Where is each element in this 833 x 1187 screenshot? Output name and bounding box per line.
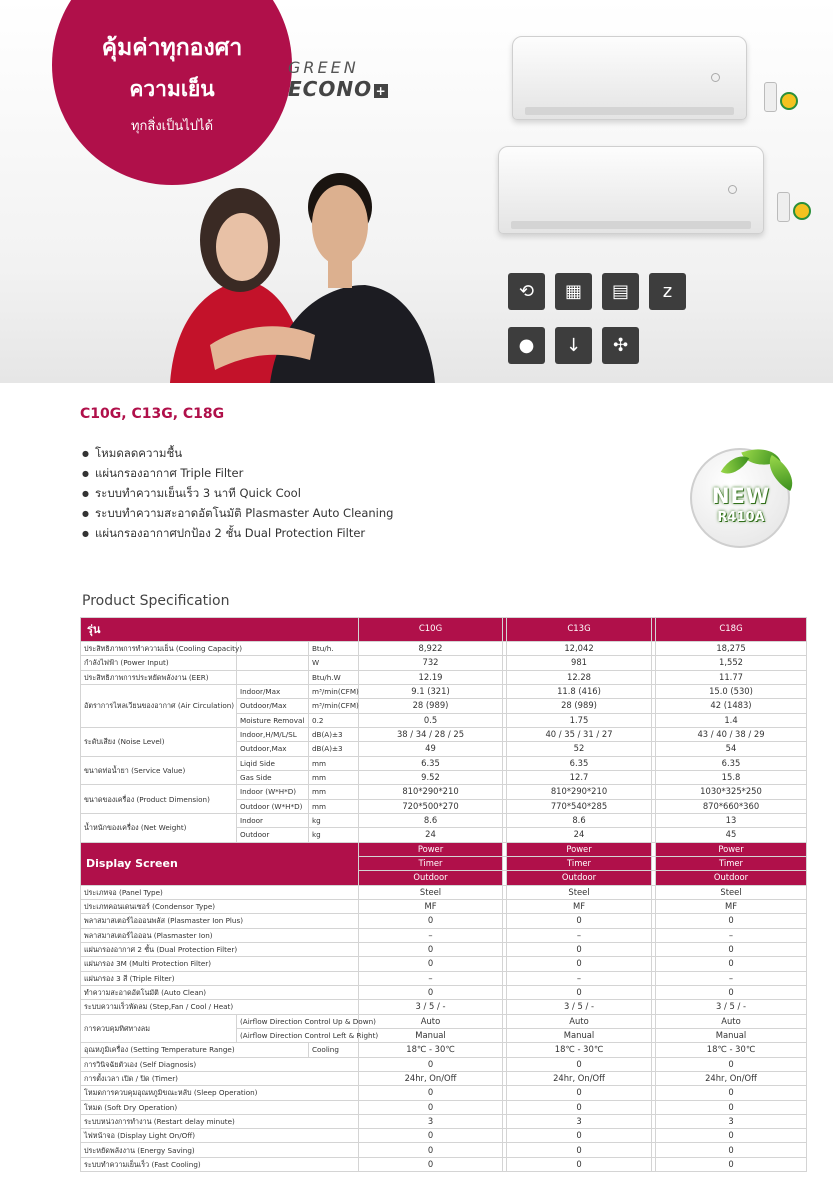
- table-cell: Steel: [359, 885, 503, 899]
- table-cell: 1030*325*250: [656, 785, 807, 799]
- table-cell: (Airflow Direction Control Left & Right): [237, 1028, 359, 1042]
- table-cell: 18℃ - 30℃: [359, 1043, 503, 1057]
- table-cell: 981: [507, 656, 652, 670]
- table-cell: 0: [656, 957, 807, 971]
- table-cell: 9.52: [359, 770, 503, 784]
- table-cell: 18,275: [656, 642, 807, 656]
- table-cell: 12,042: [507, 642, 652, 656]
- spec-title: Product Specification: [82, 593, 230, 609]
- table-cell: 810*290*210: [359, 785, 503, 799]
- table-cell: 0: [656, 914, 807, 928]
- table-cell: 12.19: [359, 670, 503, 684]
- table-cell: แผ่นกรอง 3M (Multi Protection Filter): [81, 957, 359, 971]
- brand-econo: ECONO: [288, 77, 373, 101]
- table-cell: 0: [359, 1086, 503, 1100]
- table-cell: dB(A)±3: [309, 727, 359, 741]
- table-cell: 0: [359, 914, 503, 928]
- table-cell: 0: [656, 1129, 807, 1143]
- table-cell: การควบคุมทิศทางลม: [81, 1014, 237, 1043]
- table-cell: ระบบความเร็วพัดลม (Step,Fan / Cool / Heat): [81, 1000, 359, 1014]
- table-cell: 24: [507, 828, 652, 842]
- table-cell: Indoor/Max: [237, 684, 309, 698]
- table-cell: MF: [507, 899, 652, 913]
- table-cell: 810*290*210: [507, 785, 652, 799]
- table-row: [81, 985, 807, 999]
- table-row: [81, 684, 807, 698]
- table-cell: Outdoor,Max: [237, 742, 309, 756]
- table-cell: Power: [656, 842, 807, 856]
- table-cell: 13: [656, 813, 807, 827]
- table-cell: 0: [507, 985, 652, 999]
- table-cell: Manual: [507, 1028, 652, 1042]
- table-cell: ขนาดของเครื่อง (Product Dimension): [81, 785, 237, 814]
- feature-item: ● ระบบทำความสะอาดอัตโนมัติ Plasmaster Auto Cleaning: [82, 503, 393, 523]
- table-cell: 1,552: [656, 656, 807, 670]
- table-cell: mm: [309, 770, 359, 784]
- table-row: [81, 942, 807, 956]
- table-cell: Moisture Removal: [237, 713, 309, 727]
- table-cell: 0: [359, 957, 503, 971]
- dehumidify-icon: ●: [508, 327, 545, 364]
- table-cell: 0.5: [359, 713, 503, 727]
- table-cell: Btu/h.: [309, 642, 359, 656]
- table-cell: ประสิทธิภาพการประหยัดพลังงาน (EER): [81, 670, 237, 684]
- table-cell: 24hr, On/Off: [507, 1071, 652, 1085]
- table-cell: –: [359, 971, 503, 985]
- table-cell: 24: [359, 828, 503, 842]
- table-row: [81, 1114, 807, 1128]
- lg-logo-icon: [728, 185, 737, 194]
- table-cell: [237, 656, 309, 670]
- table-cell: 12.7: [507, 770, 652, 784]
- table-cell: Timer: [507, 856, 652, 870]
- energy-label-icon: [780, 92, 798, 110]
- display-row: [81, 842, 807, 856]
- table-cell: การตั้งเวลา เปิด / ปิด (Timer): [81, 1071, 359, 1085]
- table-cell: –: [507, 928, 652, 942]
- table-cell: 52: [507, 742, 652, 756]
- table-cell: mm: [309, 756, 359, 770]
- ac-unit-small: [512, 36, 747, 120]
- model-c13g: C13G: [507, 618, 652, 642]
- table-row: [81, 928, 807, 942]
- table-cell: ประเภทคอนเดนเซอร์ (Condensor Type): [81, 899, 359, 913]
- table-cell: 6.35: [359, 756, 503, 770]
- table-cell: 28 (989): [359, 699, 503, 713]
- table-cell: mm: [309, 799, 359, 813]
- airflow-icon: ✣: [602, 327, 639, 364]
- table-cell: การวินิจฉัยตัวเอง (Self Diagnosis): [81, 1057, 359, 1071]
- table-cell: Auto: [656, 1014, 807, 1028]
- table-cell: 0: [359, 942, 503, 956]
- table-row: [81, 1043, 807, 1057]
- table-cell: 0: [656, 942, 807, 956]
- table-cell: 18℃ - 30℃: [656, 1043, 807, 1057]
- table-cell: 0.2: [309, 713, 359, 727]
- table-cell: 0: [507, 957, 652, 971]
- table-cell: Steel: [656, 885, 807, 899]
- table-cell: –: [656, 928, 807, 942]
- table-row: [81, 971, 807, 985]
- table-cell: Outdoor: [237, 828, 309, 842]
- table-cell: kg: [309, 813, 359, 827]
- table-cell: 15.0 (530): [656, 684, 807, 698]
- table-cell: น้ำหนักของเครื่อง (Net Weight): [81, 813, 237, 842]
- table-cell: 3 / 5 / -: [656, 1000, 807, 1014]
- table-cell: 38 / 34 / 28 / 25: [359, 727, 503, 741]
- table-row: [81, 1157, 807, 1171]
- table-cell: 8.6: [359, 813, 503, 827]
- table-cell: Outdoor: [656, 871, 807, 885]
- table-cell: 3: [656, 1114, 807, 1128]
- table-cell: –: [507, 971, 652, 985]
- table-cell: อุณหภูมิเครื่อง (Setting Temperature Range): [81, 1043, 309, 1057]
- table-cell: 770*540*285: [507, 799, 652, 813]
- table-row: [81, 785, 807, 799]
- table-cell: ประเภทจอ (Panel Type): [81, 885, 359, 899]
- table-cell: พลาสมาสเตอร์ไอออนพลัส (Plasmaster Ion Plus): [81, 914, 359, 928]
- table-cell: Timer: [656, 856, 807, 870]
- table-cell: MF: [359, 899, 503, 913]
- table-cell: [237, 642, 309, 656]
- table-row: [81, 813, 807, 827]
- table-cell: Cooling: [309, 1043, 359, 1057]
- promo-tagline: ทุกสิ่งเป็นไปได้: [130, 119, 214, 134]
- table-row: [81, 727, 807, 741]
- table-cell: 9.1 (321): [359, 684, 503, 698]
- table-cell: อัตราการไหลเวียนของอากาศ (Air Circulation): [81, 684, 237, 727]
- table-row: [81, 1129, 807, 1143]
- table-cell: 18℃ - 30℃: [507, 1043, 652, 1057]
- badge-new: NEW: [711, 484, 771, 508]
- table-cell: (Airflow Direction Control Up & Down): [237, 1014, 359, 1028]
- remote-icon: [764, 82, 777, 112]
- table-cell: Btu/h.W: [309, 670, 359, 684]
- ac-unit-large: [498, 146, 764, 234]
- table-cell: 0: [507, 942, 652, 956]
- table-cell: 24hr, On/Off: [656, 1071, 807, 1085]
- promo-subheadline: ความเย็น: [129, 77, 215, 101]
- table-cell: [237, 670, 309, 684]
- table-cell: 6.35: [656, 756, 807, 770]
- table-cell: ขนาดท่อน้ำยา (Service Value): [81, 756, 237, 785]
- table-cell: Manual: [359, 1028, 503, 1042]
- table-cell: Indoor,H/M/L/SL: [237, 727, 309, 741]
- brand-logo: [288, 58, 418, 101]
- brand-green: GREEN: [288, 58, 359, 77]
- table-cell: 0: [656, 1157, 807, 1171]
- table-cell: 0: [507, 914, 652, 928]
- table-cell: 54: [656, 742, 807, 756]
- table-cell: Indoor: [237, 813, 309, 827]
- table-row: [81, 1143, 807, 1157]
- table-cell: Gas Side: [237, 770, 309, 784]
- table-cell: 40 / 35 / 31 / 27: [507, 727, 652, 741]
- table-cell: 0: [507, 1100, 652, 1114]
- table-cell: 720*500*270: [359, 799, 503, 813]
- table-cell: 0: [507, 1057, 652, 1071]
- table-cell: แผ่นกรอง 3 สี (Triple Filter): [81, 971, 359, 985]
- table-cell: 0: [507, 1143, 652, 1157]
- table-cell: ไฟหน้าจอ (Display Light On/Off): [81, 1129, 359, 1143]
- feature-item: ● โหมดลดความชื้น: [82, 443, 393, 463]
- table-cell: W: [309, 656, 359, 670]
- table-cell: 0: [359, 1157, 503, 1171]
- table-cell: kg: [309, 828, 359, 842]
- table-cell: 0: [656, 1057, 807, 1071]
- table-cell: Power: [359, 842, 503, 856]
- table-cell: กำลังไฟฟ้า (Power Input): [81, 656, 237, 670]
- table-cell: 11.77: [656, 670, 807, 684]
- table-row: [81, 670, 807, 684]
- table-row: [81, 756, 807, 770]
- table-cell: 8,922: [359, 642, 503, 656]
- table-cell: 0: [656, 1086, 807, 1100]
- badge-refrigerant: R410A: [717, 510, 765, 525]
- table-cell: Auto: [507, 1014, 652, 1028]
- feature-item: ● แผ่นกรองอากาศปกป้อง 2 ชั้น Dual Protection Filter: [82, 523, 393, 543]
- table-cell: ระดับเสียง (Noise Level): [81, 727, 237, 756]
- table-cell: 0: [359, 1100, 503, 1114]
- table-cell: 3 / 5 / -: [507, 1000, 652, 1014]
- table-cell: 0: [656, 985, 807, 999]
- table-cell: 43 / 40 / 38 / 29: [656, 727, 807, 741]
- table-cell: –: [359, 928, 503, 942]
- model-c18g: C18G: [656, 618, 807, 642]
- display-screen-label: Display Screen: [81, 842, 359, 885]
- table-row: [81, 914, 807, 928]
- table-cell: 732: [359, 656, 503, 670]
- table-cell: ระบบทำความเย็นเร็ว (Fast Cooling): [81, 1157, 359, 1171]
- spec-table: [80, 617, 807, 1172]
- table-row: [81, 885, 807, 899]
- table-cell: ประสิทธิภาพการทำความเย็น (Cooling Capacity): [81, 642, 237, 656]
- dual-filter-icon: ▤: [602, 273, 639, 310]
- new-r410a-badge: [682, 440, 800, 556]
- table-row: [81, 656, 807, 670]
- table-row: [81, 957, 807, 971]
- model-list-title: C10G, C13G, C18G: [80, 406, 225, 422]
- table-cell: ประหยัดพลังงาน (Energy Saving): [81, 1143, 359, 1157]
- table-cell: 45: [656, 828, 807, 842]
- sleep-icon: z: [649, 273, 686, 310]
- feature-item: ● แผ่นกรองอากาศ Triple Filter: [82, 463, 393, 483]
- promo-headline: คุ้มค่าทุกองศา: [101, 35, 243, 61]
- table-row: [81, 899, 807, 913]
- table-cell: Manual: [656, 1028, 807, 1042]
- table-cell: Steel: [507, 885, 652, 899]
- table-cell: Auto: [359, 1014, 503, 1028]
- table-row: [81, 1100, 807, 1114]
- hero-banner: [0, 0, 833, 383]
- table-cell: 6.35: [507, 756, 652, 770]
- triple-filter-icon: ▦: [555, 273, 592, 310]
- table-cell: 49: [359, 742, 503, 756]
- table-cell: MF: [656, 899, 807, 913]
- table-cell: Liqid Side: [237, 756, 309, 770]
- table-cell: 24hr, On/Off: [359, 1071, 503, 1085]
- plus-icon: +: [375, 83, 387, 98]
- model-c10g: C10G: [359, 618, 503, 642]
- table-cell: พลาสมาสเตอร์ไอออน (Plasmaster Ion): [81, 928, 359, 942]
- temperature-icon: ↓: [555, 327, 592, 364]
- table-cell: Power: [507, 842, 652, 856]
- table-cell: 28 (989): [507, 699, 652, 713]
- table-cell: 0: [359, 1143, 503, 1157]
- table-cell: ทำความสะอาดอัตโนมัติ (Auto Clean): [81, 985, 359, 999]
- table-cell: mm: [309, 785, 359, 799]
- table-row: [81, 1086, 807, 1100]
- table-cell: 0: [507, 1157, 652, 1171]
- table-cell: แผ่นกรองอากาศ 2 ชั้น (Dual Protection Filter): [81, 942, 359, 956]
- feature-list: [82, 443, 393, 543]
- table-cell: 3: [507, 1114, 652, 1128]
- table-cell: 1.75: [507, 713, 652, 727]
- table-cell: โหมด (Soft Dry Operation): [81, 1100, 359, 1114]
- table-cell: m³/min(CFM): [309, 684, 359, 698]
- table-cell: 870*660*360: [656, 799, 807, 813]
- table-cell: Indoor (W*H*D): [237, 785, 309, 799]
- feature-item: ● ระบบทำความเย็นเร็ว 3 นาที Quick Cool: [82, 483, 393, 503]
- table-row: [81, 1071, 807, 1085]
- table-cell: 8.6: [507, 813, 652, 827]
- table-cell: 0: [359, 985, 503, 999]
- table-cell: 0: [359, 1129, 503, 1143]
- remote-icon: [777, 192, 790, 222]
- table-cell: 11.8 (416): [507, 684, 652, 698]
- lg-logo-icon: [711, 73, 720, 82]
- table-cell: 0: [359, 1057, 503, 1071]
- table-cell: m³/min(CFM): [309, 699, 359, 713]
- spec-header-row: [81, 618, 807, 642]
- table-cell: 15.8: [656, 770, 807, 784]
- table-cell: 0: [507, 1086, 652, 1100]
- table-cell: 42 (1483): [656, 699, 807, 713]
- auto-clean-icon: ⟲: [508, 273, 545, 310]
- table-cell: โหมดการควบคุมอุณหภูมิขณะหลับ (Sleep Operation): [81, 1086, 359, 1100]
- table-cell: Outdoor/Max: [237, 699, 309, 713]
- table-cell: 0: [656, 1143, 807, 1157]
- table-cell: 3: [359, 1114, 503, 1128]
- table-cell: Outdoor: [507, 871, 652, 885]
- table-cell: 1.4: [656, 713, 807, 727]
- table-cell: 12.28: [507, 670, 652, 684]
- table-cell: dB(A)±3: [309, 742, 359, 756]
- couple-photo: [150, 145, 440, 383]
- table-row: [81, 642, 807, 656]
- table-cell: Outdoor: [359, 871, 503, 885]
- table-cell: 0: [507, 1129, 652, 1143]
- table-row: [81, 1014, 807, 1028]
- table-cell: ระบบหน่วงการทำงาน (Restart delay minute): [81, 1114, 359, 1128]
- energy-label-icon: [793, 202, 811, 220]
- table-cell: Timer: [359, 856, 503, 870]
- model-header: รุ่น: [81, 618, 359, 642]
- table-row: [81, 1057, 807, 1071]
- table-cell: 3 / 5 / -: [359, 1000, 503, 1014]
- table-row: [81, 1000, 807, 1014]
- table-cell: –: [656, 971, 807, 985]
- table-cell: Outdoor (W*H*D): [237, 799, 309, 813]
- table-cell: 0: [656, 1100, 807, 1114]
